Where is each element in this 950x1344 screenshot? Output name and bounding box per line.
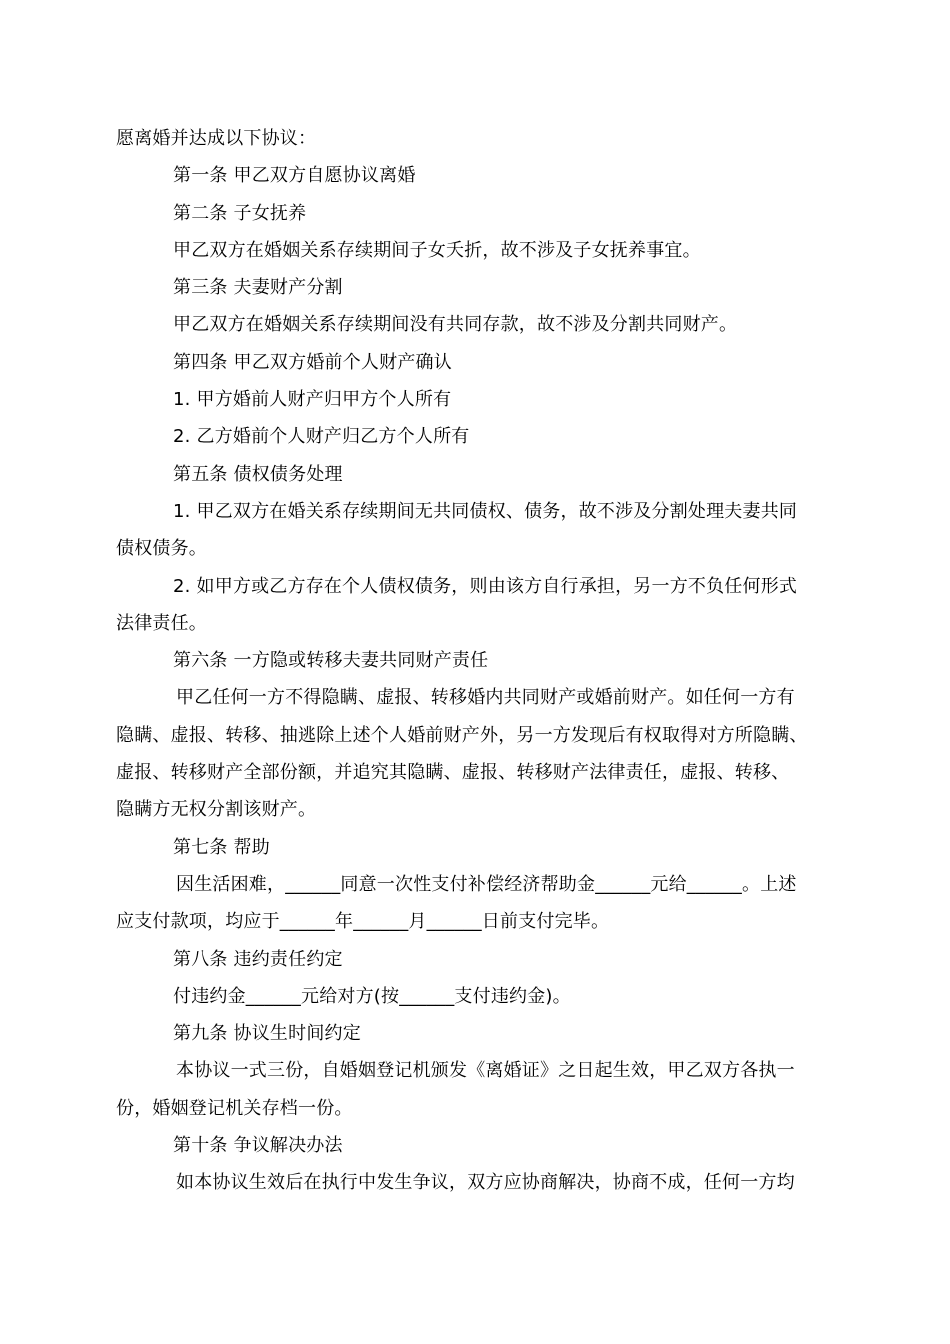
paragraph-line: 债权债务。 xyxy=(116,538,207,560)
paragraph-line: 甲乙双方在婚姻关系存续期间没有共同存款，故不涉及分割共同财产。 xyxy=(173,314,738,336)
list-item: 2. 如甲方或乙方存在个人债权债务，则由该方自行承担，另一方不负任何形式 xyxy=(173,575,798,597)
paragraph-line: 因生活困难，______同意一次性支付补偿经济帮助金______元给______。上述 xyxy=(176,873,797,895)
article-3-heading: 第三条 夫妻财产分割 xyxy=(173,277,343,299)
paragraph-line: 法律责任。 xyxy=(116,612,207,634)
list-item: 2. 乙方婚前个人财产归乙方个人所有 xyxy=(173,426,470,448)
paragraph-line: 甲乙双方在婚姻关系存续期间子女夭折，故不涉及子女抚养事宜。 xyxy=(173,239,701,261)
agreement-text xyxy=(116,120,836,1202)
article-2-heading: 第二条 子女抚养 xyxy=(173,202,307,224)
article-4-heading: 第四条 甲乙双方婚前个人财产确认 xyxy=(173,351,452,373)
paragraph-line: 虚报、转移财产全部份额，并追究其隐瞒、虚报、转移财产法律责任，虚报、转移、 xyxy=(116,762,790,784)
paragraph-line: 应支付款项，均应于______年______月______日前支付完毕。 xyxy=(116,911,610,933)
article-6-heading: 第六条 一方隐或转移夫妻共同财产责任 xyxy=(173,650,489,672)
article-10-heading: 第十条 争议解决办法 xyxy=(173,1135,343,1157)
paragraph-line: 隐瞒、虚报、转移、抽逃除上述个人婚前财产外，另一方发现后有权取得对方所隐瞒、 xyxy=(116,724,808,746)
list-item: 1. 甲乙双方在婚关系存续期间无共同债权、债务，故不涉及分割处理夫妻共同 xyxy=(173,500,798,522)
paragraph-line: 甲乙任何一方不得隐瞒、虚报、转移婚内共同财产或婚前财产。如任何一方有 xyxy=(176,687,795,709)
paragraph-line: 隐瞒方无权分割该财产。 xyxy=(116,799,317,821)
paragraph-line: 如本协议生效后在执行中发生争议，双方应协商解决，协商不成，任何一方均 xyxy=(176,1172,795,1194)
list-item: 1. 甲方婚前人财产归甲方个人所有 xyxy=(173,389,452,411)
article-9-heading: 第九条 协议生时间约定 xyxy=(173,1023,361,1045)
article-5-heading: 第五条 债权债务处理 xyxy=(173,463,343,485)
paragraph-line: 付违约金______元给对方(按______支付违约金)。 xyxy=(173,985,571,1007)
article-8-heading: 第八条 违约责任约定 xyxy=(173,948,343,970)
paragraph-line: 本协议一式三份，自婚姻登记机颁发《离婚证》之日起生效，甲乙双方各执一 xyxy=(176,1060,795,1082)
article-7-heading: 第七条 帮助 xyxy=(173,836,270,858)
paragraph-line: 愿离婚并达成以下协议： xyxy=(116,128,317,149)
paragraph-line: 份，婚姻登记机关存档一份。 xyxy=(116,1097,353,1119)
article-1-heading: 第一条 甲乙双方自愿协议离婚 xyxy=(173,165,416,187)
